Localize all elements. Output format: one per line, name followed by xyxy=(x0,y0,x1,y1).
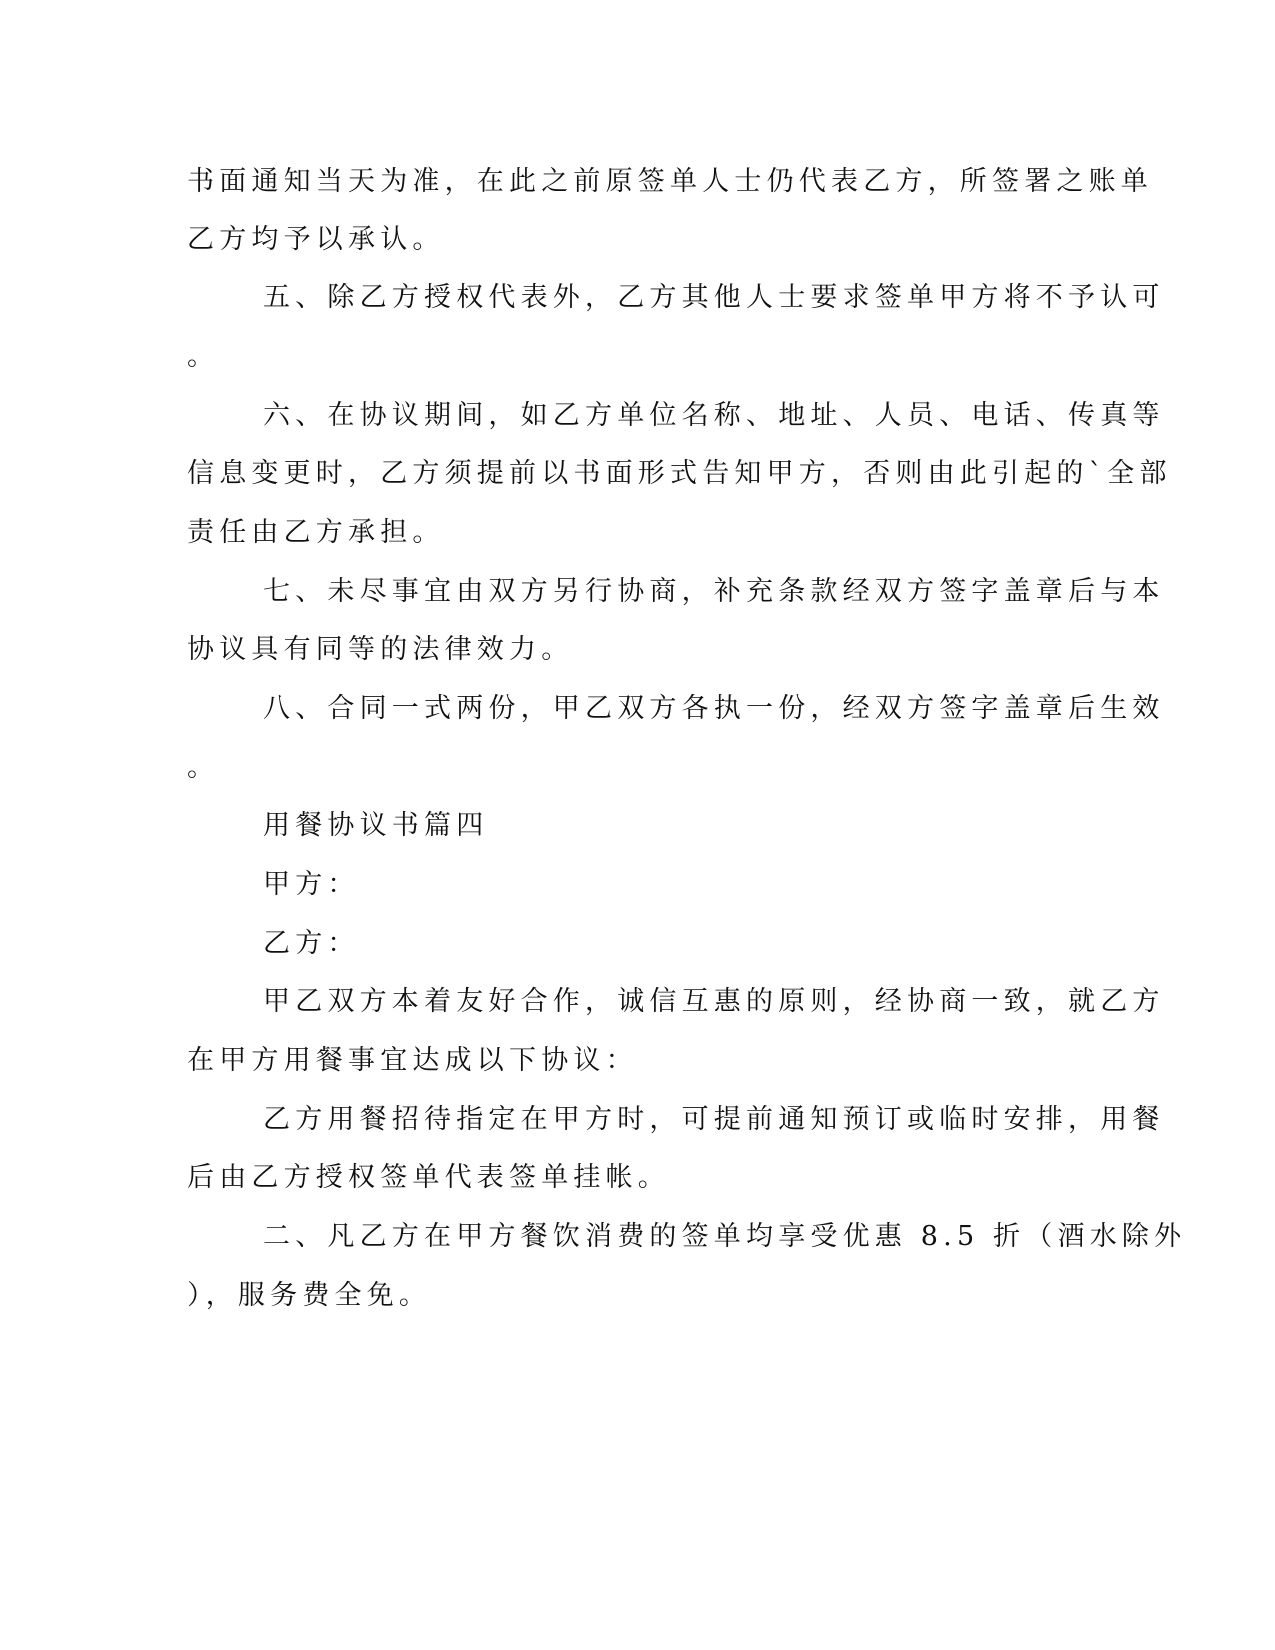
clause-six: 六、在协议期间，如乙方单位名称、地址、人员、电话、传真等 xyxy=(263,400,1165,431)
clause-eight: 八、合同一式两份，甲乙双方各执一份，经双方签字盖章后生效 xyxy=(263,693,1165,724)
paragraph-line: 责任由乙方承担。 xyxy=(187,517,445,548)
paragraph-line: 书面通知当天为准，在此之前原签单人士仍代表乙方，所签署之账单 xyxy=(187,166,1153,197)
clause-one: 乙方用餐招待指定在甲方时，可提前通知预订或临时安排，用餐 xyxy=(263,1104,1165,1135)
paragraph-line: 。 xyxy=(187,341,220,372)
paragraph-line: 在甲方用餐事宜达成以下协议： xyxy=(187,1045,638,1076)
clause-seven: 七、未尽事宜由双方另行协商，补充条款经双方签字盖章后与本 xyxy=(263,576,1165,607)
section-title: 用餐协议书篇四 xyxy=(263,810,489,841)
paragraph-line: 乙方均予以承认。 xyxy=(187,224,445,255)
party-b-label: 乙方： xyxy=(263,928,360,959)
paragraph-line: 。 xyxy=(187,752,220,783)
clause-two: 二、凡乙方在甲方餐饮消费的签单均享受优惠 8.5 折（酒水除外 xyxy=(263,1221,1187,1252)
paragraph-line: 信息变更时，乙方须提前以书面形式告知甲方，否则由此引起的`全部 xyxy=(187,458,1172,489)
party-a-label: 甲方： xyxy=(263,869,360,900)
paragraph-line: ），服务费全免。 xyxy=(187,1280,432,1311)
paragraph-line: 后由乙方授权签单代表签单挂帐。 xyxy=(187,1162,670,1193)
intro-paragraph: 甲乙双方本着友好合作，诚信互惠的原则，经协商一致，就乙方 xyxy=(263,986,1165,1017)
paragraph-line: 协议具有同等的法律效力。 xyxy=(187,634,574,665)
clause-five: 五、除乙方授权代表外，乙方其他人士要求签单甲方将不予认可 xyxy=(263,282,1165,313)
